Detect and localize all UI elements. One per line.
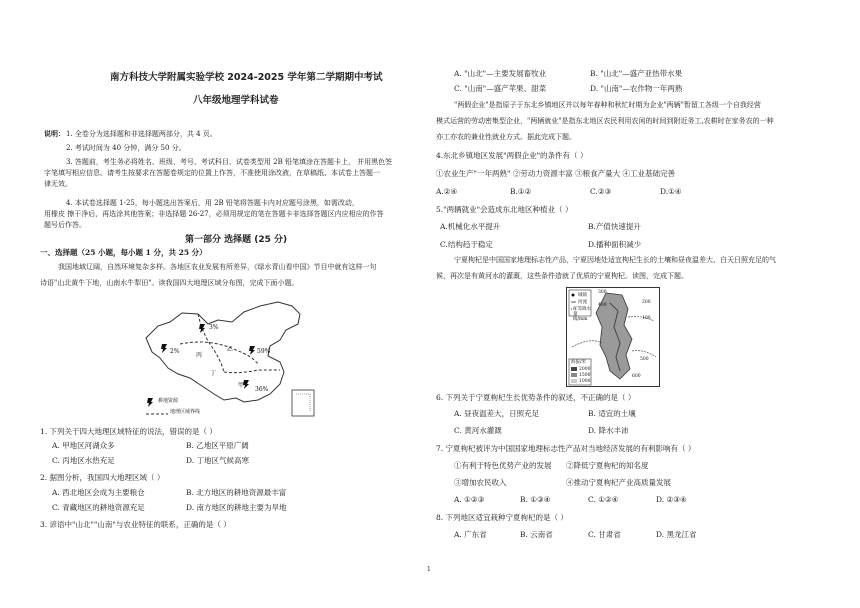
isoline-label: 500 — [640, 357, 649, 362]
q6-option-d[interactable]: D. 降水丰沛 — [588, 426, 629, 435]
passage2-line-1: "两假企业"是指原子于东北乡镇地区并以每年春种和秋忙时期为企业"两辆"暂留工各级一个自我经营 — [454, 101, 761, 109]
q7-option-a[interactable]: A. ①②③ — [454, 495, 485, 504]
subject-title: 八年级地理学科试卷 — [193, 95, 279, 106]
town-icon — [572, 294, 575, 297]
instruction-3b: 字笔填写相应信息。请考生按要求在答题卷规定的位置上作答，不准使用涂改液，在草稿纸、本试卷上答题一 — [44, 169, 380, 177]
region-label-yi: 乙 — [227, 346, 234, 353]
q6-option-c[interactable]: C. 黄河水灌溉 — [454, 426, 502, 435]
legend-town: 城镇 — [578, 293, 587, 298]
section-heading: 一、选择题（25 小题，每小题 1 分，共 25 分） — [40, 248, 207, 257]
q4-stem: 4.东北乡镇地区发展"两假企业"的条件有（ ） — [436, 151, 588, 160]
q7-item-1: ①有利于特色优势产业的发展 — [454, 461, 552, 470]
instruction-1: 1. 全卷分为选择题和非选择题两部分，共 4 页。 — [66, 130, 217, 138]
passage3-line-2: 候，再次是有黄河水的灌溉，这些条件造就了优质的宁夏枸杞。读图，完成下题。 — [436, 272, 688, 280]
q2-option-a[interactable]: A. 西北地区会成为主要粮仓 — [52, 488, 145, 497]
q1-stem: 1. 下列关于四大地理区域特征的说法，错误的是（ ） — [40, 427, 217, 436]
q8-option-b[interactable]: B. 云南省 — [520, 530, 553, 539]
elevation-title: 海拔/米 — [571, 360, 587, 365]
q4-option-b[interactable]: B.①② — [510, 187, 532, 196]
q1-option-d[interactable]: D. 丁地区气候高寒 — [186, 456, 250, 465]
legend-river: 河流 — [578, 300, 587, 305]
elevation-value: 1000 — [579, 379, 591, 384]
instruction-3c: 律无效。 — [44, 180, 72, 188]
q1-option-c[interactable]: C. 丙地区水热充足 — [52, 456, 115, 465]
region-label-ding: 丁 — [210, 370, 217, 377]
q5-option-d[interactable]: D.播种面积减少 — [588, 240, 642, 249]
exam-title: 南方科技大学附属实验学校 2024-2025 学年第二学期期中考试 — [110, 72, 383, 83]
instruction-4a: 4. 本试卷选择题 1-25，每小题选出答案后，用 2B 铅笔将答题卡内对应题号涂黑，如需改动， — [66, 199, 359, 207]
map-pct-label: 59% — [257, 348, 271, 355]
q8-option-c[interactable]: C. 甘肃省 — [588, 530, 621, 539]
legend-farmland: 耕地资源 — [158, 398, 179, 404]
isoline-label: 100 — [642, 316, 651, 321]
q6-stem: 6. 下列关于宁夏枸杞生长优势条件的叙述，不正确的是（ ） — [436, 393, 636, 402]
q8-stem: 8. 下列地区适宜栽种宁夏枸杞的是（ ） — [436, 513, 568, 522]
q1-option-b[interactable]: B. 乙地区平原广阔 — [186, 441, 249, 450]
q3-option-a[interactable]: A. "山北"—主要发展畜牧业 — [454, 69, 547, 78]
q7-item-4: ④推动宁夏枸杞产业高质量发展 — [566, 478, 671, 487]
q4-option-c[interactable]: C.②③ — [590, 187, 612, 196]
part1-heading: 第一部分 选择题 (25 分) — [185, 235, 288, 245]
q4-option-a[interactable]: A.②④ — [436, 187, 458, 196]
q2-option-b[interactable]: B. 北方地区的耕地资源最丰富 — [186, 488, 287, 497]
instruction-2: 2. 考试时间为 40 分钟，满分 50 分。 — [66, 144, 186, 152]
q3-option-c[interactable]: C. "山南"—盛产苹果、甜菜 — [454, 84, 547, 93]
q4-items: ①农业生产"一年两熟" ②劳动力资源丰富 ③粮食产量大 ④工业基础完善 — [436, 169, 676, 178]
elevation-value: 2000 — [579, 367, 591, 372]
page-number: 1 — [427, 566, 431, 573]
q5-option-a[interactable]: A.机械化水平提升 — [440, 222, 501, 231]
isoline-label: 600 — [632, 374, 641, 379]
map-pct-label: 36% — [255, 386, 269, 393]
q7-option-c[interactable]: C. ①②④ — [588, 495, 619, 504]
q3-option-b[interactable]: B. "山北"—盛产亚热带水果 — [590, 69, 683, 78]
passage2-line-3: 亦工亦农的兼业性就业方式。据此完成下题。 — [436, 133, 576, 141]
legend-isohyet: 年等降水量线/mm — [573, 307, 591, 322]
q5-option-b[interactable]: B.产值快速提升 — [588, 222, 641, 231]
q2-option-d[interactable]: D. 南方地区的耕地主要为旱地 — [186, 503, 287, 512]
q2-stem: 2. 据图分析，我国四大地理区域（ ） — [40, 473, 165, 482]
elevation-value: 1500 — [579, 373, 591, 378]
map-pct-label: 2% — [170, 348, 180, 355]
q2-option-c[interactable]: C. 青藏地区的耕地资源充足 — [52, 503, 145, 512]
passage3-line-1: 宁夏枸杞是中国国家地理标志性产品，宁夏因地处适宜枸杞生长的土壤和昼夜温差大、白天日照充足的气 — [454, 256, 776, 264]
q3-stem: 3. 谚语中"山北""山南"与农业特征的联系，正确的是（ ） — [40, 520, 231, 529]
instructions-label: 说明： — [44, 129, 65, 138]
q8-option-d[interactable]: D. 黑龙江省 — [656, 530, 697, 539]
q5-option-c[interactable]: C.结构趋于稳定 — [440, 240, 493, 249]
q1-option-a[interactable]: A. 甲地区河湖众多 — [52, 441, 115, 450]
q7-stem: 7. 宁夏枸杞被评为中国国家地理标志性产品对当地经济发展的有利影响有（ ） — [436, 444, 696, 453]
instruction-4b: 用橡皮 擦干净后，再选涂其他答案；非选择题 26-27，必须用规定的笔在答题卡非选择答题区内应相应的作答 — [44, 210, 384, 218]
isoline-label: 300 — [598, 290, 607, 295]
q3-option-d[interactable]: D. "山南"—农作物一年两熟 — [590, 84, 683, 93]
q8-option-a[interactable]: A. 广东省 — [454, 530, 487, 539]
instruction-3a: 3. 答题前，考生务必将姓名、班级、考号、考试科目、试卷类型用 2B 铅笔填涂在答题卡上， 并用黑色签 — [66, 158, 393, 166]
q5-stem: 5."两辆就业"会造成东北地区种植业（ ） — [436, 205, 573, 214]
isoline-label: 400 — [598, 303, 607, 308]
isoline-label: 200 — [642, 300, 651, 305]
q7-option-b[interactable]: B. ①③④ — [520, 495, 551, 504]
map-pct-label: 3% — [209, 324, 219, 331]
instruction-4c: 题号后作答。 — [44, 221, 86, 229]
q7-item-3: ③增加农民收入 — [454, 478, 507, 487]
legend-boundary: 地理区域界线 — [170, 409, 201, 415]
intro-line-2: 诗语"山北黄牛下地，山南水牛犁田"。读我国四大地理区域分布图，完成下面小题。 — [40, 279, 299, 287]
region-label-jia: 甲 — [238, 382, 245, 389]
q4-option-d[interactable]: D.①④ — [660, 187, 682, 196]
passage2-line-2: 模式运营的劳动密集型企业，"两辆就业"是指东北地区农民利用农闲的时间到附近务工,农耕时在家务农的一种 — [436, 117, 774, 125]
q7-item-2: ②降低宁夏枸杞的知名度 — [566, 461, 649, 470]
q6-option-b[interactable]: B. 适宜的土壤 — [588, 409, 636, 418]
q6-option-a[interactable]: A. 昼夜温差大，日照充足 — [454, 409, 540, 418]
q7-option-d[interactable]: D. ②③④ — [656, 495, 687, 504]
region-label-bing: 丙 — [196, 352, 203, 359]
intro-line-1: 我国地域辽阔，自然环境复杂多样。各地区农业发展有所差异，《绿水青山看中国》节目中就有这样一句 — [58, 263, 377, 271]
